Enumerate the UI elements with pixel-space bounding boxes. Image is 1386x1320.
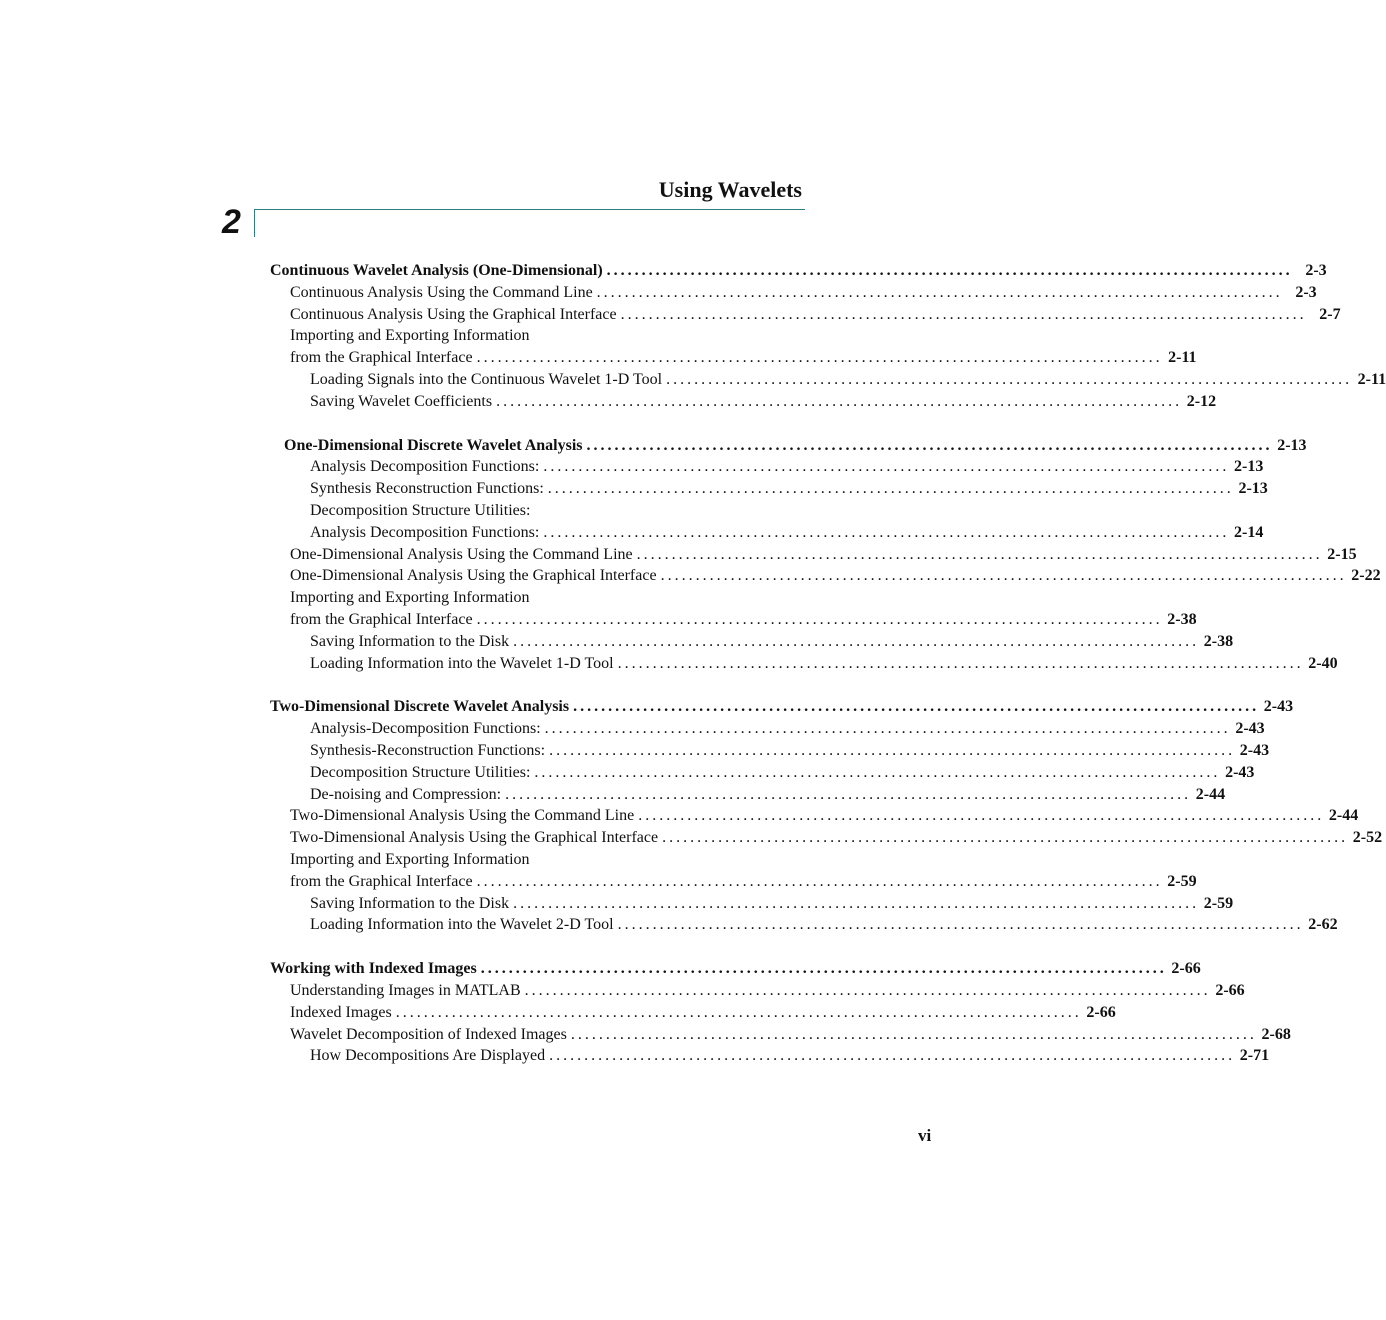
toc-entry-page: 2-59 [1167,872,1197,890]
toc-entry-label: Wavelet Decomposition of Indexed Images [290,1025,567,1043]
dot-leader: .................................................................................................. [620,305,1307,323]
toc-entry[interactable] [270,260,1327,282]
toc-entry-label: from the Graphical Interface [290,610,473,628]
toc-entry[interactable] [270,1045,1270,1067]
toc-entry-page: 2-43 [1263,698,1294,716]
toc-entry[interactable] [270,718,1265,740]
toc-entry[interactable] [270,871,1197,893]
toc-entry-label: Continuous Analysis Using the Graphical Interface [290,305,617,323]
dot-leader: .................................................................................................. [549,1047,1236,1065]
toc-entry-label: Saving Information to the Disk [310,632,510,650]
dot-leader: .................................................................................................. [476,349,1163,367]
dot-leader: .................................................................................................. [544,720,1231,738]
toc-entry-label: Saving Wavelet Coefficients [310,392,493,410]
chapter-number: 2 [222,203,241,241]
toc-entry-label: Synthesis Reconstruction Functions: [310,480,544,498]
toc-entry-label: One-Dimensional Analysis Using the Graphical Interface [290,567,657,585]
toc-entry-page: 2-66 [1215,981,1245,999]
toc-entry-label: Loading Signals into the Continuous Wavelet 1-D Tool [310,370,663,388]
toc-entry-label: One-Dimensional Discrete Wavelet Analysis [284,436,583,454]
toc-entry-label: Decomposition Structure Utilities: [310,763,531,781]
toc-entry-page: 2-43 [1235,720,1265,738]
toc-entry-page: 2-43 [1239,741,1270,759]
dot-leader: .................................................................................................. [570,1025,1257,1043]
toc-entry[interactable] [270,282,1317,304]
dot-leader: .................................................................................................. [476,872,1163,890]
toc-entry-page: 2-13 [1238,480,1268,498]
toc-entry-label: De-noising and Compression: [310,785,502,803]
toc-entry-page: 2-52 [1352,829,1383,847]
toc-entry[interactable] [270,980,1245,1002]
toc-entry-page: 2-7 [1319,305,1341,323]
dot-leader: .................................................................................................. [543,458,1230,476]
toc-entry[interactable] [270,958,1201,980]
dot-leader: .................................................................................................. [606,262,1293,279]
toc-entry[interactable] [270,325,805,347]
dot-leader: .................................................................................................. [617,916,1304,934]
toc-entry-label: Loading Information into the Wavelet 1-D Tool [310,654,614,672]
toc-entry[interactable] [270,827,1383,849]
dot-leader: .................................................................................................. [513,632,1200,650]
toc-entry[interactable] [270,478,1268,500]
toc-entry-label: One-Dimensional Analysis Using the Command Line [290,545,633,563]
toc-entry-label: Analysis Decomposition Functions: [310,523,540,541]
toc-entry-page: 2-59 [1203,894,1234,912]
toc-entry-page: 2-44 [1328,807,1359,825]
dot-leader: .................................................................................................. [395,1003,1082,1021]
toc-entry-label: Saving Information to the Disk [310,894,510,912]
toc-entry-page: 2-15 [1327,545,1357,563]
toc-entry-label: Analysis-Decomposition Functions: [310,720,541,738]
toc-entry[interactable] [270,522,1264,544]
toc-entry-page: 2-11 [1357,370,1386,388]
toc-entry-page: 2-62 [1308,916,1338,934]
dot-leader: .................................................................................................. [617,654,1304,672]
dot-leader: .................................................................................................. [666,370,1353,388]
toc-entry-label: Loading Information into the Wavelet 2-D Tool [310,916,614,934]
toc-entry[interactable] [270,587,805,609]
toc-entry[interactable] [270,631,1234,653]
toc-entry[interactable] [270,435,1307,457]
toc-entry-label: Decomposition Structure Utilities: [310,501,531,519]
dot-leader: .................................................................................................. [662,829,1349,847]
toc-entry[interactable] [270,500,805,522]
toc-entry[interactable] [270,347,1197,369]
toc-entry[interactable] [270,893,1234,915]
toc-entry-label: from the Graphical Interface [290,872,473,890]
toc-entry[interactable] [270,609,1197,631]
toc-entry[interactable] [270,456,1264,478]
toc-entry-label: Importing and Exporting Information [290,327,530,345]
toc-entry[interactable] [270,565,1381,587]
toc-entry-label: Continuous Analysis Using the Command Line [290,283,593,301]
toc-entry-page: 2-3 [1305,262,1327,279]
toc-entry-label: from the Graphical Interface [290,349,473,367]
toc-entry-label: Two-Dimensional Analysis Using the Command Line [290,807,635,825]
dot-leader: .................................................................................................. [476,610,1163,628]
toc-entry-label: Importing and Exporting Information [290,589,530,607]
toc-entry-page: 2-11 [1168,349,1197,367]
chapter-title: Using Wavelets [658,177,802,202]
toc-entry-page: 2-40 [1308,654,1338,672]
dot-leader: .................................................................................................. [496,392,1183,410]
toc-entry[interactable] [270,914,1338,936]
dot-leader: .................................................................................................. [547,480,1234,498]
toc-entry[interactable] [270,849,805,871]
dot-leader: .................................................................................................. [480,960,1167,978]
toc-entry-page: 2-68 [1261,1025,1291,1043]
toc-entry-label: Analysis Decomposition Functions: [310,458,540,476]
toc-entry-page: 2-44 [1195,785,1226,803]
toc-entry[interactable] [270,1002,1116,1024]
toc-entry-page: 2-22 [1351,567,1381,585]
toc-entry[interactable] [270,805,1359,827]
chapter-rule-horizontal [254,209,805,210]
toc-entry-label: Working with Indexed Images [270,960,477,978]
toc-entry-page: 2-13 [1234,458,1264,476]
toc-entry[interactable] [270,304,1341,326]
toc-entry-page: 2-13 [1277,436,1307,454]
toc-entry-label: How Decompositions Are Displayed [310,1047,546,1065]
dot-leader: .................................................................................................. [636,545,1323,563]
toc-entry[interactable] [270,1024,1291,1046]
dot-leader: .................................................................................................. [586,436,1273,454]
table-of-contents [270,260,1386,1067]
dot-leader: .................................................................................................. [549,741,1236,759]
dot-leader: .................................................................................................. [505,785,1192,803]
toc-entry-page: 2-38 [1167,610,1197,628]
dot-leader: .................................................................................................. [596,283,1283,301]
toc-entry[interactable] [270,391,1217,413]
dot-leader: .................................................................................................. [543,523,1230,541]
toc-entry[interactable] [270,369,1386,391]
toc-entry[interactable] [270,784,1226,806]
dot-leader: .................................................................................................. [534,763,1221,781]
dot-leader: .................................................................................................. [660,567,1347,585]
toc-entry[interactable] [270,696,1294,718]
toc-entry[interactable] [270,762,1255,784]
toc-entry-page: 2-12 [1186,392,1217,410]
toc-entry-page: 2-66 [1086,1003,1116,1021]
toc-entry-page: 2-71 [1239,1047,1270,1065]
toc-entry-page: 2-14 [1234,523,1264,541]
toc-entry-page: 2-66 [1171,960,1201,978]
toc-entry-label: Two-Dimensional Analysis Using the Graphical Interface [290,829,659,847]
toc-entry-page: 2-38 [1203,632,1234,650]
toc-entry[interactable] [270,653,1338,675]
dot-leader: .................................................................................................. [638,807,1325,825]
toc-entry-page: 2-43 [1225,763,1255,781]
dot-leader: .................................................................................................. [524,981,1211,999]
toc-entry-label: Importing and Exporting Information [290,850,530,868]
page-number: vi [918,1126,932,1145]
chapter-rule-vertical [254,209,255,237]
toc-entry-label: Understanding Images in MATLAB [290,981,521,999]
toc-entry[interactable] [270,740,1270,762]
dot-leader: .................................................................................................. [513,894,1200,912]
toc-entry-page: 2-3 [1295,283,1317,301]
dot-leader: .................................................................................................. [573,698,1260,716]
toc-entry-label: Synthesis-Reconstruction Functions: [310,741,546,759]
toc-entry-label: Continuous Wavelet Analysis (One-Dimensional) [270,262,603,279]
toc-entry[interactable] [270,544,1357,566]
toc-entry-label: Two-Dimensional Discrete Wavelet Analysis [270,698,570,716]
toc-entry-label: Indexed Images [290,1003,392,1021]
